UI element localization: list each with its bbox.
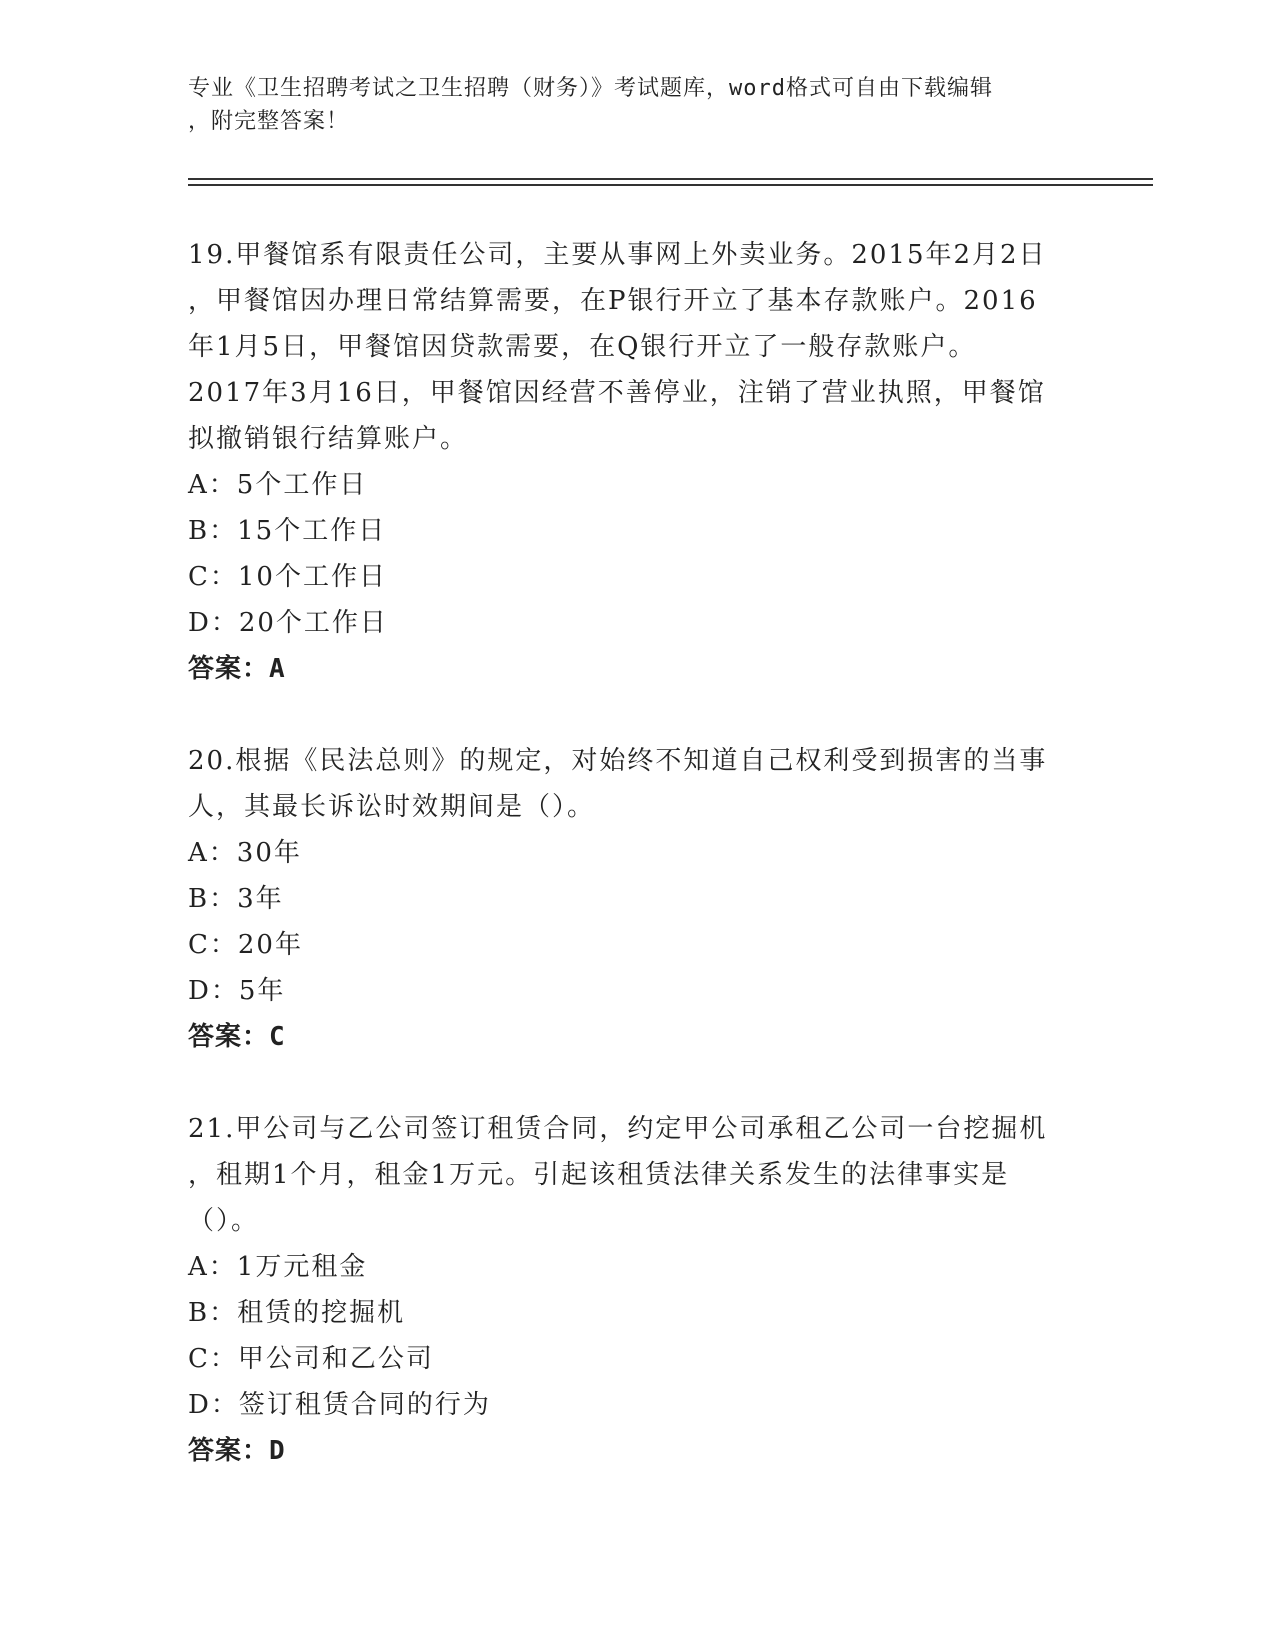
option-b: B：15个工作日 bbox=[188, 516, 387, 546]
question-20 bbox=[188, 738, 1088, 1060]
question-21 bbox=[188, 1106, 1088, 1474]
question-stem bbox=[188, 232, 1088, 462]
option-d: D：20个工作日 bbox=[188, 608, 388, 638]
stem-line: ，甲餐馆因办理日常结算需要，在P银行开立了基本存款账户。2016 bbox=[188, 286, 1038, 316]
answer-value: A bbox=[269, 654, 286, 684]
header-line-2: ，附完整答案！ bbox=[188, 109, 350, 134]
stem-line: ，租期1个月，租金1万元。引起该租赁法律关系发生的法律事实是 bbox=[188, 1160, 1010, 1190]
answer-line bbox=[188, 1014, 1088, 1060]
stem-line: 19.甲餐馆系有限责任公司，主要从事网上外卖业务。2015年2月2日 bbox=[188, 240, 1047, 270]
header-divider-top bbox=[188, 178, 1153, 180]
question-stem bbox=[188, 1106, 1088, 1244]
stem-line: 20.根据《民法总则》的规定，对始终不知道自己权利受到损害的当事 bbox=[188, 746, 1048, 776]
question-list bbox=[188, 232, 1088, 1520]
answer-line bbox=[188, 646, 1088, 692]
option-a: A：5个工作日 bbox=[188, 470, 368, 500]
stem-line: 年1月5日，甲餐馆因贷款需要，在Q银行开立了一般存款账户。 bbox=[188, 332, 977, 362]
answer-label: 答案： bbox=[188, 1022, 270, 1052]
document-header bbox=[188, 72, 1068, 138]
stem-line: 人，其最长诉讼时效期间是（）。 bbox=[188, 792, 596, 822]
stem-line: 拟撤销银行结算账户。 bbox=[188, 424, 469, 454]
option-d: D：签订租赁合同的行为 bbox=[188, 1390, 491, 1420]
question-19 bbox=[188, 232, 1088, 692]
option-b: B：租赁的挖掘机 bbox=[188, 1298, 406, 1328]
option-d: D：5年 bbox=[188, 976, 286, 1006]
stem-line: 2017年3月16日，甲餐馆因经营不善停业，注销了营业执照，甲餐馆 bbox=[188, 378, 1046, 408]
option-c: C：甲公司和乙公司 bbox=[188, 1344, 434, 1374]
answer-value: C bbox=[269, 1022, 286, 1052]
stem-line: （）。 bbox=[188, 1206, 260, 1236]
option-c: C：10个工作日 bbox=[188, 562, 387, 592]
header-line-1: 专业《卫生招聘考试之卫生招聘（财务）》考试题库，word格式可自由下载编辑 bbox=[188, 76, 993, 101]
answer-label: 答案： bbox=[188, 1436, 270, 1466]
stem-line: 21.甲公司与乙公司签订租赁合同，约定甲公司承租乙公司一台挖掘机 bbox=[188, 1114, 1048, 1144]
answer-value: D bbox=[269, 1436, 286, 1466]
option-a: A：30年 bbox=[188, 838, 302, 868]
header-divider-bottom bbox=[188, 184, 1153, 186]
option-a: A：1万元租金 bbox=[188, 1252, 368, 1282]
answer-line bbox=[188, 1428, 1088, 1474]
option-c: C：20年 bbox=[188, 930, 303, 960]
option-b: B：3年 bbox=[188, 884, 284, 914]
answer-label: 答案： bbox=[188, 654, 270, 684]
question-stem bbox=[188, 738, 1088, 830]
